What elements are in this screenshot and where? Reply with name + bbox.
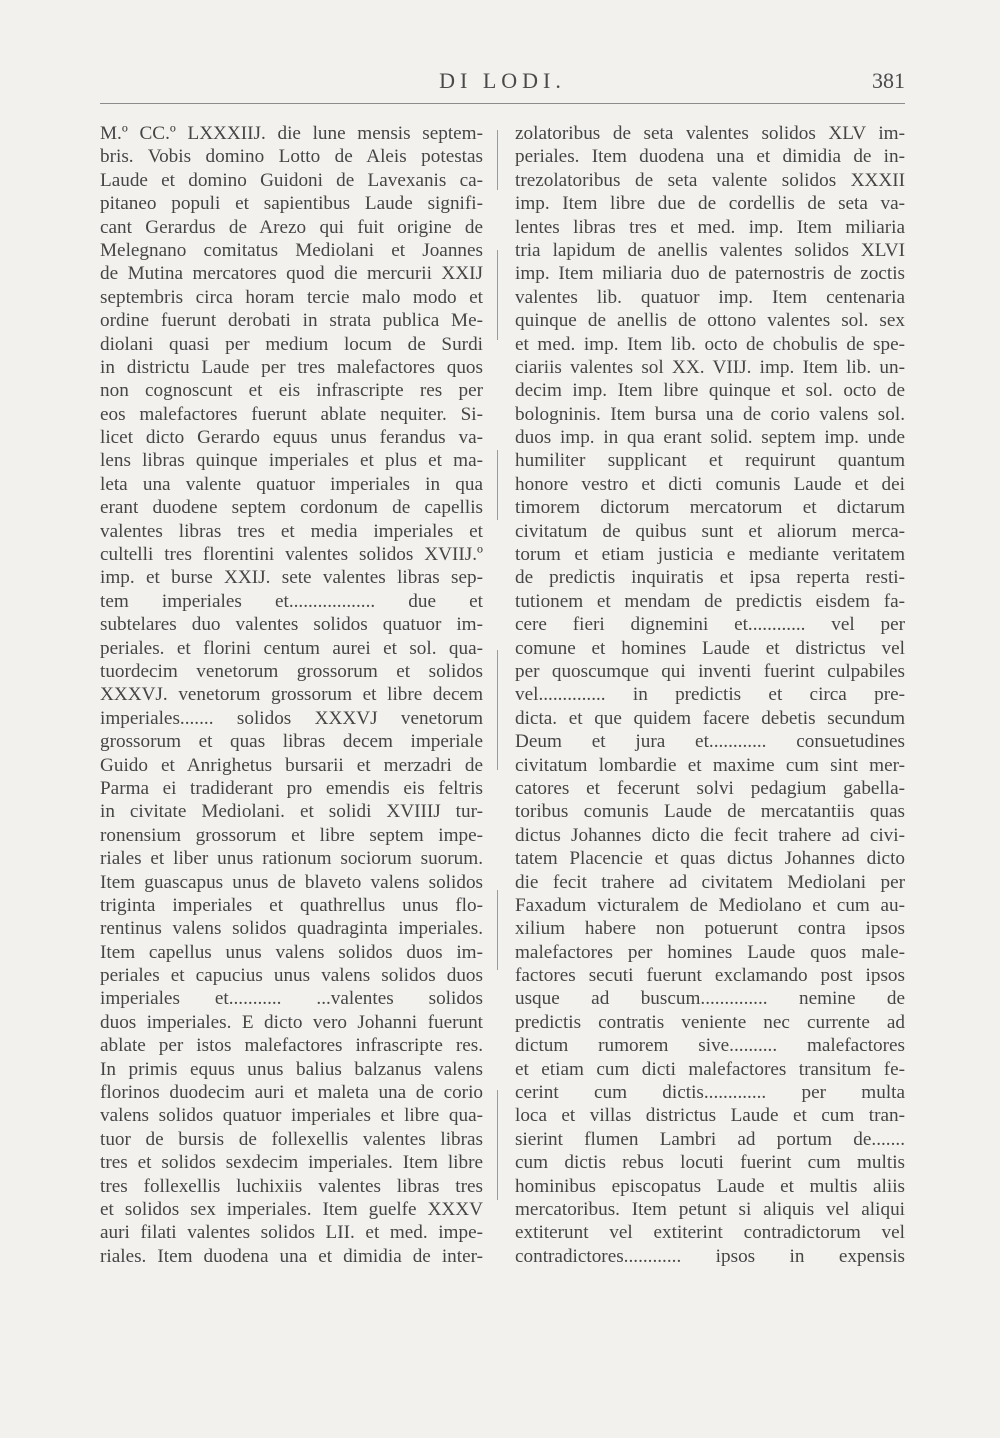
- text-line: licet dicto Gerardo equus unus ferandus va-: [100, 427, 483, 449]
- text-line: tres follexellis luchixiis valentes libras tres: [100, 1175, 483, 1197]
- text-line: pitaneo populi et sapientibus Laude signifi-: [100, 193, 483, 215]
- text-line: ordine fuerunt derobati in strata publica Me-: [100, 310, 483, 332]
- text-line: imp. Item libre due de cordellis de seta va-: [515, 193, 905, 215]
- text-line: ciariis valentes sol XX. VIIJ. imp. Item lib. un-: [515, 356, 905, 378]
- text-line: dicta. et que quidem facere debetis secundum: [515, 707, 905, 729]
- text-line: Item capellus unus valens solidos duos im-: [100, 941, 483, 963]
- text-line: subtelares duo valentes solidos quatuor im-: [100, 614, 483, 636]
- text-line: comune et homines Laude et districtus vel: [515, 637, 905, 659]
- text-line: florinos duodecim auri et maleta una de corio: [100, 1082, 483, 1104]
- text-line: cere fieri dignemini et............ vel per: [515, 614, 905, 636]
- text-line: rentinus valens solidos quadraginta imperiales.: [100, 918, 483, 940]
- right-text-column: [515, 122, 905, 1268]
- text-line: Parma ei tradiderant pro emendis eis feltris: [100, 777, 483, 799]
- text-line: auri filati valentes solidos LII. et med. impe-: [100, 1222, 483, 1244]
- text-line: cerint cum dictis............. per multa: [515, 1082, 905, 1104]
- text-line: periales. Item duodena una et dimidia de in-: [515, 146, 905, 168]
- text-line: factores secuti fuerunt exclamando post ipsos: [515, 965, 905, 987]
- column-divider: [497, 130, 498, 1270]
- text-line: riales et liber unus rationum sociorum suorum.: [100, 848, 483, 870]
- text-line: tutionem et mendam de predictis eisdem fa-: [515, 590, 905, 612]
- text-line: imp. et burse XXIJ. sete valentes libras sep-: [100, 567, 483, 589]
- text-line: hominibus episcopatus Laude et multis aliis: [515, 1175, 905, 1197]
- text-line: septembris circa horam tercie malo modo et: [100, 286, 483, 308]
- text-line: mercatoribus. Item petunt si aliquis vel aliqui: [515, 1198, 905, 1220]
- text-line: tres et solidos sexdecim imperiales. Item libre: [100, 1152, 483, 1174]
- text-line: die fecit trahere ad civitatem Mediolani per: [515, 871, 905, 893]
- text-line: Deum et jura et............ consuetudines: [515, 731, 905, 753]
- text-line: lentes libras tres et med. imp. Item miliaria: [515, 216, 905, 238]
- text-line: dictus Johannes dicto die fecit trahere ad civi-: [515, 824, 905, 846]
- text-line: honore vestro et dicti comunis Laude et dei: [515, 473, 905, 495]
- text-line: Faxadum victuralem de Mediolano et cum au-: [515, 894, 905, 916]
- text-line: lens libras quinque imperiales et plus et ma-: [100, 450, 483, 472]
- text-line: contradictores............ ipsos in expensis: [515, 1245, 905, 1267]
- text-line: dictum rumorem sive.......... malefactores: [515, 1035, 905, 1057]
- text-line: civitatum lombardie et maxime cum sint mer-: [515, 754, 905, 776]
- text-line: in districtu Laude per tres malefactores quos: [100, 356, 483, 378]
- text-line: extiterunt vel extiterint contradictorum vel: [515, 1222, 905, 1244]
- text-line: imp. Item miliaria duo de paternostris de zoctis: [515, 263, 905, 285]
- text-line: leta una valente quatuor imperiales in qua: [100, 473, 483, 495]
- text-line: valens solidos quatuor imperiales et libre qua-: [100, 1105, 483, 1127]
- text-line: sierint flumen Lambri ad portum de.......: [515, 1128, 905, 1150]
- text-line: bris. Vobis domino Lotto de Aleis potestas: [100, 146, 483, 168]
- running-title: DI LODI.: [439, 68, 566, 93]
- left-text-column: [100, 122, 483, 1268]
- text-line: vel.............. in predictis et circa pre-: [515, 684, 905, 706]
- header-rule: [100, 103, 905, 104]
- text-line: diolani quasi per medium locum de Surdi: [100, 333, 483, 355]
- text-line: triginta imperiales et quathrellus unus flo-: [100, 894, 483, 916]
- text-line: xilium habere non potuerunt contra ipsos: [515, 918, 905, 940]
- text-line: cum dictis rebus locuti fuerint cum multis: [515, 1152, 905, 1174]
- text-line: XXXVJ. venetorum grossorum et libre decem: [100, 684, 483, 706]
- text-line: tria lapidum de anellis valentes solidos XLVI: [515, 239, 905, 261]
- text-line: trezolatoribus de seta valente solidos XXXII: [515, 169, 905, 191]
- text-line: Guido et Anrighetus bursarii et merzadri de: [100, 754, 483, 776]
- text-line: malefactores per homines Laude quos male-: [515, 941, 905, 963]
- text-line: Laude et domino Guidoni de Lavexanis ca-: [100, 169, 483, 191]
- text-line: zolatoribus de seta valentes solidos XLV im-: [515, 123, 905, 144]
- text-line: de Mutina mercatores quod die mercurii XXIJ: [100, 263, 483, 285]
- page-number: 381: [872, 68, 905, 93]
- text-line: et etiam cum dicti malefactores transitum fe-: [515, 1058, 905, 1080]
- text-line: cultelli tres florentini valentes solidos XVIIJ.º: [100, 544, 483, 566]
- text-line: tem imperiales et.................. due et: [100, 590, 483, 612]
- text-line: periales et capucius unus valens solidos duos: [100, 965, 483, 987]
- text-line: decim imp. Item libre quinque et sol. octo de: [515, 380, 905, 402]
- text-line: quinque de anellis de ottono valentes sol. sex: [515, 310, 905, 332]
- text-line: grossorum et quas libras decem imperiale: [100, 731, 483, 753]
- text-line: tuor de bursis de follexellis valentes libras: [100, 1128, 483, 1150]
- text-line: tatem Placencie et quas dictus Johannes dicto: [515, 848, 905, 870]
- text-line: torum et etiam justicia e mediante veritatem: [515, 544, 905, 566]
- text-line: imperiales....... solidos XXXVJ venetorum: [100, 707, 483, 729]
- text-line: catores et fecerunt solvi pedagium gabella-: [515, 777, 905, 799]
- text-line: M.º CC.º LXXXIIJ. die lune mensis septem-: [100, 123, 483, 144]
- text-line: ronensium grossorum et libre septem impe-: [100, 824, 483, 846]
- text-line: et med. imp. Item lib. octo de chobulis de spe-: [515, 333, 905, 355]
- text-line: loca et villas districtus Laude et cum tran-: [515, 1105, 905, 1127]
- text-line: erant duodene septem cordonum de capellis: [100, 497, 483, 519]
- text-line: tuordecim venetorum grossorum et solidos: [100, 660, 483, 682]
- text-line: duos imperiales. E dicto vero Johanni fuerunt: [100, 1011, 483, 1033]
- text-line: per quoscumque qui inventi fuerint culpabiles: [515, 660, 905, 682]
- text-line: valentes lib. quatuor imp. Item centenaria: [515, 286, 905, 308]
- text-line: periales. et florini centum aurei et sol. qua-: [100, 637, 483, 659]
- text-line: riales. Item duodena una et dimidia de inter-: [100, 1245, 483, 1267]
- text-line: in civitate Mediolani. et solidi XVIIIJ tur-: [100, 801, 483, 823]
- text-line: valentes libras tres et media imperiales et: [100, 520, 483, 542]
- text-line: toribus comunis Laude de mercatantiis quas: [515, 801, 905, 823]
- text-line: imperiales et........... ...valentes solidos: [100, 988, 483, 1010]
- text-line: bologninis. Item bursa una de corio valens sol.: [515, 403, 905, 425]
- text-line: humiliter supplicant et requirunt quantum: [515, 450, 905, 472]
- text-line: eos malefactores fuerunt ablate nequiter. Si-: [100, 403, 483, 425]
- running-header: [100, 60, 905, 100]
- text-line: et solidos sex imperiales. Item guelfe XXXV: [100, 1198, 483, 1220]
- text-line: duos imp. in qua erant solid. septem imp. unde: [515, 427, 905, 449]
- text-line: de predictis inquiratis et ipsa reperta resti-: [515, 567, 905, 589]
- text-line: timorem dictorum mercatorum et dictarum: [515, 497, 905, 519]
- text-line: predictis contratis veniente nec currente ad: [515, 1011, 905, 1033]
- text-line: In primis equus unus balius balzanus valens: [100, 1058, 483, 1080]
- text-line: civitatum de quibus sunt et aliorum merca-: [515, 520, 905, 542]
- text-line: Melegnano comitatus Mediolani et Joannes: [100, 239, 483, 261]
- text-line: usque ad buscum.............. nemine de: [515, 988, 905, 1010]
- text-line: cant Gerardus de Arezo qui fuit origine de: [100, 216, 483, 238]
- text-line: ablate per istos malefactores infrascripte res.: [100, 1035, 483, 1057]
- text-line: Item guascapus unus de blaveto valens solidos: [100, 871, 483, 893]
- text-line: non cognoscunt et eis infrascripte res per: [100, 380, 483, 402]
